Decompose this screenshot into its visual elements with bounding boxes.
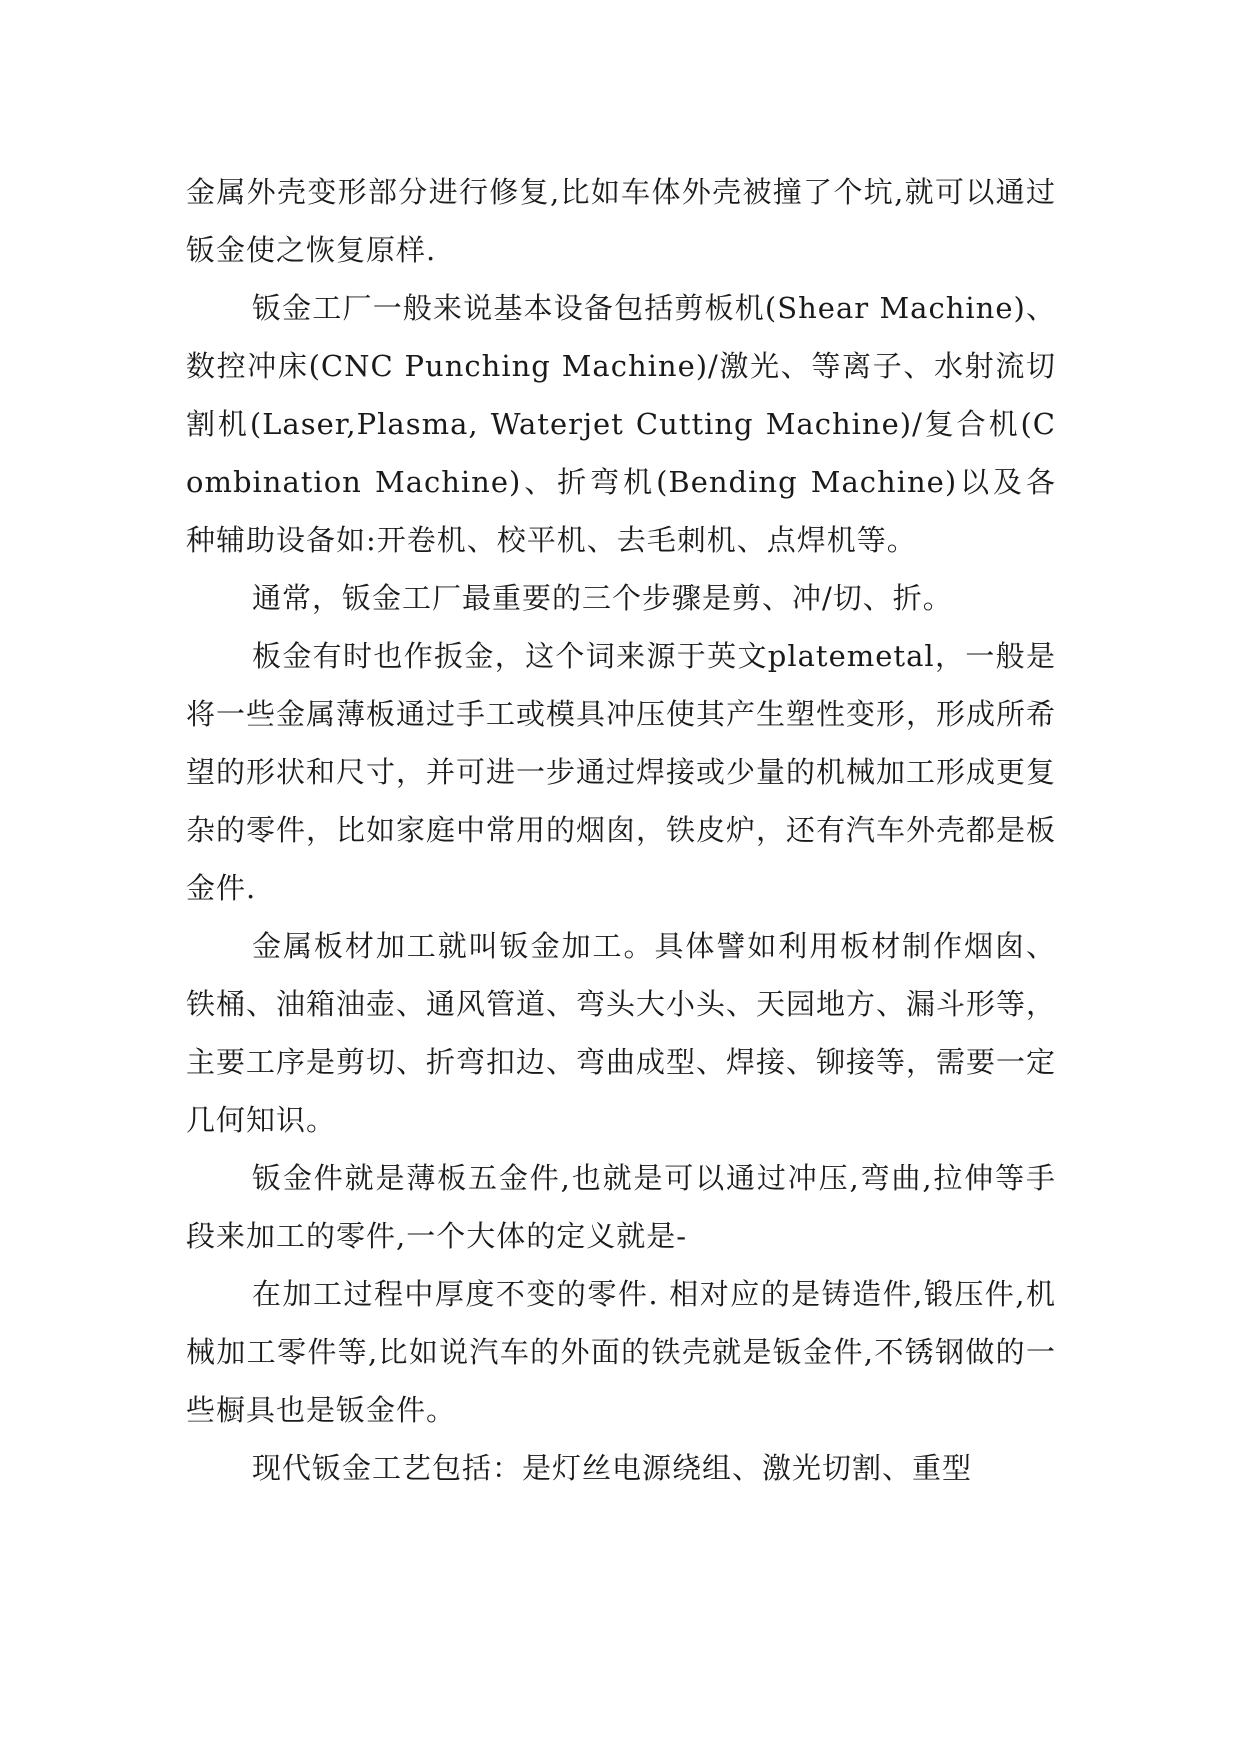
paragraph: 钣金件就是薄板五金件,也就是可以通过冲压,弯曲,拉伸等手段来加工的零件,一个大体的定义就是- [186,1161,1056,1253]
document-body [186,163,1056,1497]
paragraph: 现代钣金工艺包括：是灯丝电源绕组、激光切割、重型 [252,1451,973,1485]
paragraph: 钣金工厂一般来说基本设备包括剪板机(Shear Machine)、数控冲床(CNC Punching Machine)/激光、等离子、水射流切割机(Laser,Plasma, Waterjet Cutting Machine)/复合机(Combination Machine)、折弯机(Bending Machine)以及各种辅助设备如:开卷机、校平机、去毛刺机、点焊机等。 [186,291,1056,557]
paragraph: 金属板材加工就叫钣金加工。具体譬如利用板材制作烟囱、铁桶、油箱油壶、通风管道、弯头大小头、天园地方、漏斗形等，主要工序是剪切、折弯扣边、弯曲成型、焊接、铆接等，需要一定几何知识。 [186,929,1057,1137]
paragraph: 通常，钣金工厂最重要的三个步骤是剪、冲/切、折。 [252,581,953,615]
paragraph: 板金有时也作扳金，这个词来源于英文platemetal，一般是将一些金属薄板通过手工或模具冲压使其产生塑性变形，形成所希望的形状和尺寸，并可进一步通过焊接或少量的机械加工形成更复杂的零件，比如家庭中常用的烟囱，铁皮炉，还有汽车外壳都是板金件. [186,639,1057,905]
paragraph: 在加工过程中厚度不变的零件. 相对应的是铸造件,锻压件,机械加工零件等,比如说汽车的外面的铁壳就是钣金件,不锈钢做的一些橱具也是钣金件。 [186,1277,1056,1427]
paragraph: 金属外壳变形部分进行修复,比如车体外壳被撞了个坑,就可以通过钣金使之恢复原样. [186,175,1056,267]
